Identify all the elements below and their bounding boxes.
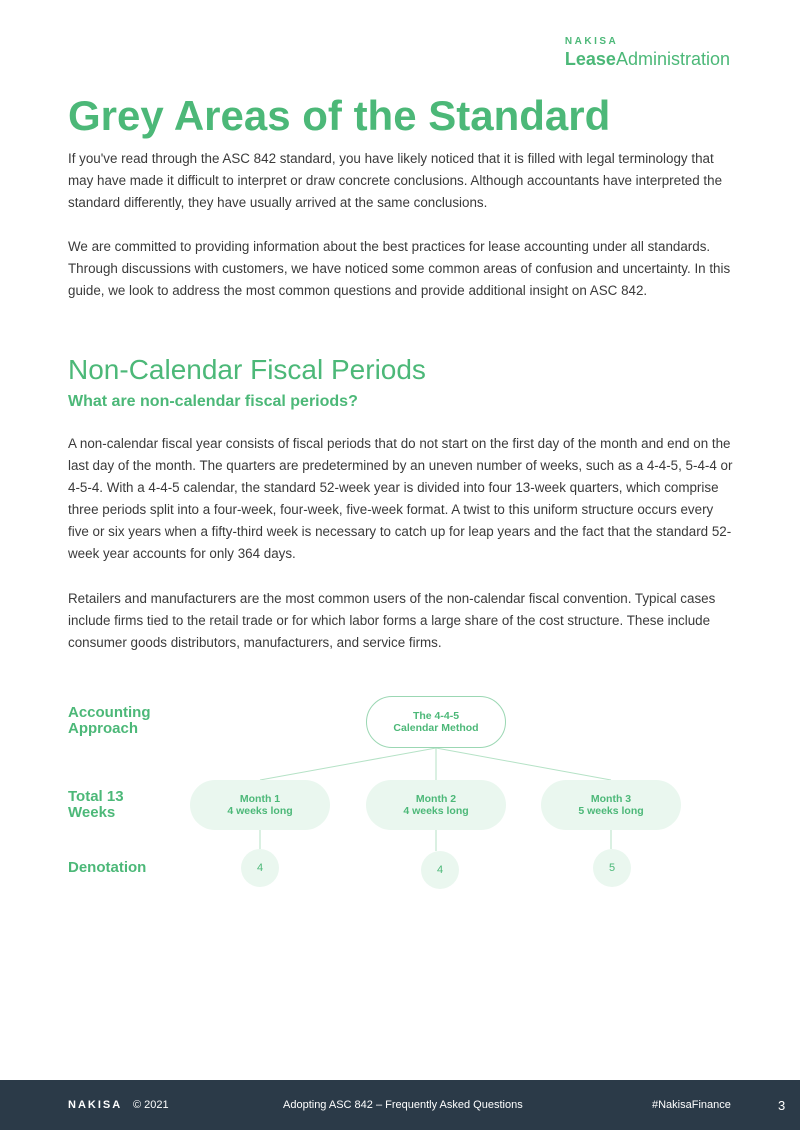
- page-footer: [0, 1080, 800, 1130]
- month-1-desc: 4 weeks long: [227, 805, 293, 817]
- denotation-circle-1: 4: [241, 849, 279, 887]
- month-node-2: [366, 780, 506, 830]
- intro-paragraph-2: We are committed to providing information about the best practices for lease accounting under all standards. Through discussions with customers, we have noticed some common areas of confusion and uncertainty. In this guide, we look to address the most common questions and provide additional insight on ASC 842.: [68, 239, 731, 298]
- section-paragraph-1: A non-calendar fiscal year consists of fiscal periods that do not start on the first day of the month and end on the last day of the month. The quarters are predetermined by an uneven number of weeks, such as a 4-4-5, 5-4-4 or 4-5-4. With a 4-4-5 calendar, the standard 52-week year is divided into four 13-week quarters, which comprise three periods split into a four-week, four-week, five-week format. A twist to this uniform structure occurs every five or six years when a fifty-third week is necessary to catch up for leap years and the fact that the standard 52-week year accounts for only 364 days.: [68, 436, 733, 561]
- month-2-desc: 4 weeks long: [403, 805, 469, 817]
- footer-page-number: 3: [778, 1098, 786, 1113]
- diagram-label-denotation: Denotation: [68, 859, 147, 876]
- month-node-1: [190, 780, 330, 830]
- section-paragraph-2: Retailers and manufacturers are the most common users of the non-calendar fiscal convention. Typical cases include firms tied to the retail trade or for which labor forms a large share of the cost structure. These include consumer goods distributors, manufacturers, and service firms.: [68, 591, 716, 650]
- diagram-label-accounting: Accounting Approach: [68, 704, 151, 737]
- month-2-name: Month 2: [415, 793, 457, 805]
- month-3-name: Month 3: [590, 793, 632, 805]
- connector-root-month-3: [436, 748, 611, 780]
- denotation-circle-3: 5: [593, 849, 631, 887]
- brand-company: NAKISA: [564, 36, 619, 47]
- section-heading: Non-Calendar Fiscal Periods: [68, 354, 426, 385]
- brand-product-bold: Lease: [564, 49, 616, 69]
- intro-paragraph-1: If you've read through the ASC 842 standard, you have likely noticed that it is filled with legal terminology that may have made it difficult to interpret or draw concrete conclusions. Although accountants have interpreted the standard differently, they have usually arrived at the same conclusions.: [68, 151, 723, 210]
- root-line-1: The 4-4-5: [412, 710, 460, 722]
- connector-root-month-1: [260, 748, 436, 780]
- month-node-3: [541, 780, 681, 830]
- root-line-2: Calendar Method: [393, 722, 479, 734]
- footer-logo: NAKISA: [68, 1099, 123, 1111]
- page-title: Grey Areas of the Standard: [68, 92, 611, 139]
- footer-hashtag: #NakisaFinance: [652, 1099, 731, 1111]
- brand-product-rest: Administration: [615, 49, 730, 69]
- month-3-desc: 5 weeks long: [578, 805, 644, 817]
- denotation-circle-2: 4: [421, 851, 459, 889]
- footer-copyright: © 2021: [133, 1099, 169, 1111]
- diagram-label-total: Total 13 Weeks: [68, 788, 124, 821]
- month-1-name: Month 1: [239, 793, 281, 805]
- section-subheading: What are non-calendar fiscal periods?: [68, 393, 358, 410]
- footer-doc-title: Adopting ASC 842 – Frequently Asked Questions: [283, 1099, 523, 1111]
- diagram-root-node: [366, 696, 506, 748]
